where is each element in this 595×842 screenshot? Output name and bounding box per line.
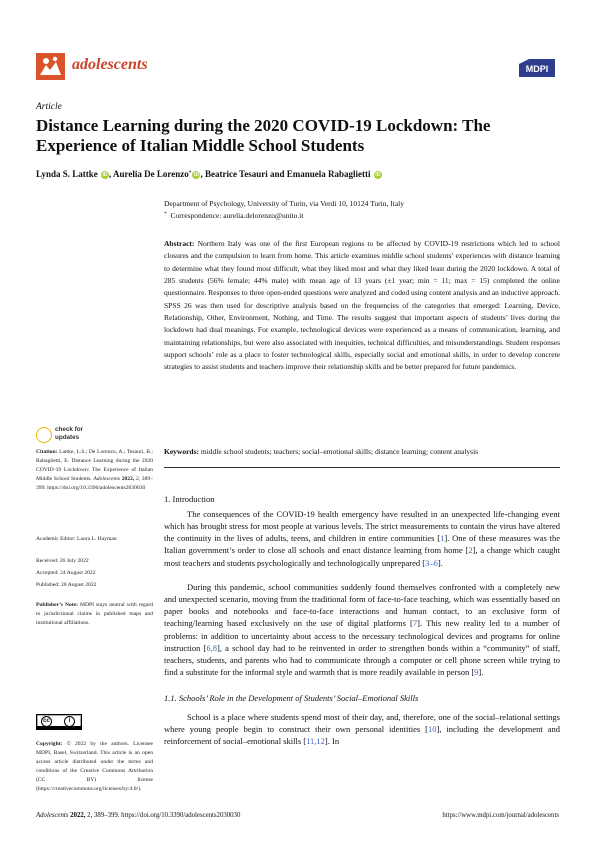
note-text: MDPI stays neutral with regard to jurisdictional claims in published maps and institutional affiliations. [36,602,153,626]
author-name: Beatrice Tesauri [204,169,268,179]
received-date: Received: 26 July 2022 [36,558,89,564]
citation-doi[interactable]: 2, 389–399. https://doi.org/10.3390/adolescents2030030 [36,476,153,491]
correspondence-line [164,209,404,221]
footer-url[interactable]: https://www.mdpi.com/journal/adolescents [442,812,559,819]
journal-name[interactable]: adolescents [72,56,148,73]
copyright-label: Copyright: [36,741,63,747]
author-separator: , [109,169,112,179]
keywords [164,446,560,457]
author-separator: , [200,169,203,179]
publisher-note [36,601,153,628]
section-heading: 1. Introduction [164,494,215,504]
keywords-label: Keywords: [164,447,199,456]
subsection-heading: 1.1. Schools’ Role in the Development of Students’ Social–Emotional Skills [164,693,419,703]
body-paragraph: The consequences of the COVID-19 health emergency have resulted in an unexpected life-changing event which has brought stress for most people at various levels. The strict measurements to contain the virus have altered the continuity in the lives of adults, teens, and children in entire communities [1]. One of these measures was the Italian government’s order to close all schools and enact distance learning from home [2], a change which caught most teachers and students psychologically and technologically unprepared [3–6]. [164,509,561,568]
footer-journal: Adolescents [36,812,69,819]
citation-link[interactable]: 11,12 [306,736,325,747]
check-line-1: check for [55,426,83,433]
affiliation-line: Department of Psychology, University of Turin, via Verdi 10, 10124 Turin, Italy [164,199,404,208]
check-for-updates-label[interactable] [55,426,83,441]
citation-link[interactable]: 6,8 [206,642,218,653]
citation-link[interactable]: 10 [428,724,437,735]
citation-link[interactable]: 3–6 [425,557,438,568]
orcid-icon[interactable]: iD [102,172,108,178]
citation-link[interactable]: 2 [468,545,473,556]
attribution-icon: i [64,716,75,727]
orcid-icon[interactable]: iD [375,172,381,178]
paper-title: Distance Learning during the 2020 COVID-19 Lockdown: The Experience of Italian Middle School Students [36,116,491,155]
author-name: Emanuela Rabaglietti [286,169,371,179]
abstract-text: Northern Italy was one of the first European regions to be affected by COVID-19 restrictions which led to school closures and the compulsion to learn from home. This article examines middle school students’ experiences with distance learning to determine what they found most difficult, what they liked most and what they liked least during the 2020 lockdown. A total of 285 students (56% female; 44% male) with mean age of 13 years (±1 year; min = 11; max = 15) completed the online questionnaire. Responses to three open-ended questions were analyzed and coded using content analysis and an inductive approach. SPSS 26 was then used for descriptive analysis based on the frequencies of the categories that emerged: Learning, Device, Relationship, Other, Environment, Nothing, and Time. The results suggest that important aspects of students’ lives during the lockdown had dual meanings. For example, technological devices were experienced as a means of communication, learning, and maintaining relationships, but were also associated with inequities, technical difficulties, and misunderstandings. Student responses support schools’ role as a place to foster technological skills, especially social and emotional skills, in order to develop concrete strategies to assist students and teachers improve their relationship skills and be better prepared for future pandemics. [164,239,560,372]
footer-doi[interactable]: 2, 389–399. https://doi.org/10.3390/adolescents2030030 [87,812,241,819]
citation-text: Lattke, L.S.; De Lorenzo, A.; Tesauri, B.; Rabaglietti, E. Distance Learning during the 2020 COVID-19 Lockdown: The Experience of Italian Middle School Students. [36,449,153,482]
abstract [164,238,560,374]
citation-link[interactable]: 1 [440,533,445,544]
body-paragraph: School is a place where students spend most of their day, and, therefore, one of the social–relational settings where young people begin to construct their own personal identities [10], including the development and reinforcement of social–emotional skills [11,12]. In [164,712,561,747]
author-name: Aurelia De Lorenzo [113,169,189,179]
accepted-date: Accepted: 24 August 2022 [36,570,96,576]
author-name: Lynda S. Lattke [36,169,98,179]
check-line-2: updates [55,433,80,441]
journal-logo-icon [36,53,65,80]
publisher-label: MDPI [525,64,549,74]
author-list [36,169,382,179]
author-separator: and [269,169,285,179]
copyright-text: © 2022 by the authors. Licensee MDPI, Basel, Switzerland. This article is an open access article distributed under the terms and conditions of the Creative Commons Attribution (CC BY) license (https://creativecommons.org/licenses/by/4.0/). [36,741,153,792]
cc-by-license-icon[interactable] [36,714,82,730]
footer-year: 2022, [70,812,86,819]
citation-link[interactable]: 7 [412,618,418,629]
body-paragraph: During this pandemic, school communities suddenly found themselves confronted with a completely new and unexpected scenario, moving from the traditional form of face-to-face teaching, which was essentially based on paper books and notebooks and face-to-face interactions and human contact, to an exclusive form of teaching/learning based exclusively on the use of digital platforms [7]. This new reality led to a number of problems: in addition to uncertainty about access to the necessary technological devices and programs for online instruction [6,8], a school day had to be reinvented in order to strengthen bonds within a “community” of staff, teachers, students, and parents who had to communicate through a computer or cell phone screen while trying to find a substitute for the informal style and warmth that is more readily available in person [9]. [164,582,560,678]
copyright-block [36,740,153,794]
corresponding-mark: * [188,170,192,176]
footer-citation [36,812,240,819]
citation-link[interactable]: 9 [474,667,479,678]
divider [164,467,560,468]
citation-label: Citation: [36,449,58,455]
keywords-text: middle school students; teachers; social–emotional skills; distance learning; content analysis [200,447,479,456]
affiliations [164,199,404,221]
citation-year: 2022, [121,476,135,482]
corresponding-mark: * [164,211,167,217]
published-date: Published: 28 August 2022 [36,582,97,588]
check-for-updates-icon[interactable] [36,427,52,443]
academic-editor: Academic Editor: Laura L. Hayman [36,536,117,542]
cc-icon: cc [41,716,52,727]
note-label: Publisher’s Note: [36,602,78,608]
abstract-label: Abstract: [164,239,195,248]
citation-block [36,448,153,493]
orcid-icon[interactable]: iD [193,172,199,178]
correspondence-email[interactable]: Correspondence: aurelia.delorenzo@unito.it [170,211,304,220]
mdpi-logo-icon[interactable] [517,58,557,78]
article-type: Article [36,102,62,112]
citation-journal: Adolescents [93,476,121,482]
